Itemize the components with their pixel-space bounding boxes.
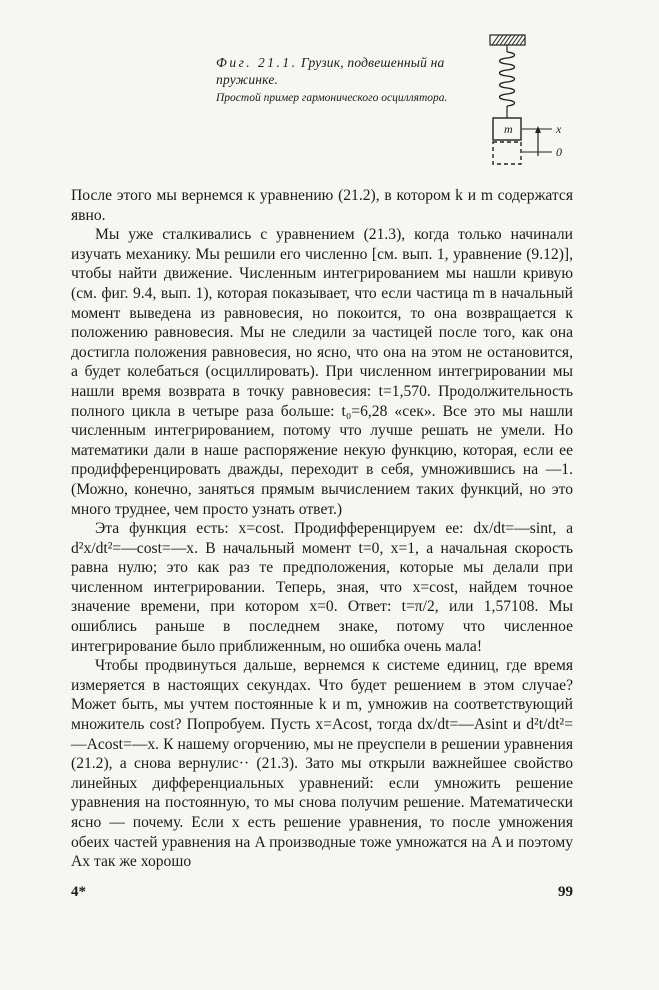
caption-subtitle: Простой пример гармонического осциллятора. [216,92,448,104]
signature-mark: 4* [71,884,86,900]
caption-title [216,54,456,88]
spring-coil [500,52,515,106]
body-text [71,186,573,872]
page-number: 99 [558,884,573,900]
paragraph-4: Чтобы продвинуться дальше, вернемся к системе единиц, где время измеряется в настоящих секундах. Что будет решением в этом случае? Может быть, мы учтем постоянные k и m, умножив на соответствующий множитель cost? Попробуем. Пусть x=Acost, тогда dx/dt=—Asint и d²t/dt²=—Acost=—x. К нашему огорчению, мы не преуспели в решении уравнения (21.2), а снова вернулис·· (21.3). Зато мы открыли важнейшее свойство линейных дифференциальных уравнений: если умножить решение уравнения на постоянную, то мы снова получим решение. Математически ясно — почему. Если x есть решение уравнения, то после умножения обеих частей уравнения на A производные тоже умножатся на A и поэтому Ax так же хорошо [71,657,573,871]
page-footer [71,884,573,904]
paragraph-2: Мы уже сталкивались с уравнением (21.3), когда только начинали изучать механику. Мы решили его численно [см. вып. 1, уравнение (9.12)], чтобы найти движение. Численным интегрированием мы нашли кривую (см. фиг. 9.4, вып. 1), которая показывает, что если частица m в начальный момент выведена из равновесия, но покоится, то она возвращается к положению равновесия. Мы не следили за частицей после того, как она достигла положения равновесия, но ясно, что она на этом не остановится, а будет колебаться (осциллировать). При численном интегрировании мы нашли время возврата в точку равновесия: t=1,570. Продолжительность полного цикла в четыре раза больше: t₀=6,28 «сек». Все это мы нашли численным интегрированием, потому что лучше решать не умели. Но математики дали в наше распоряжение некую функцию, которая, если ее продифференцировать дважды, переходит в себя, умножившись на —1. (Можно, конечно, заняться прямым вычислением таких функций, но это много труднее, чем просто узнать ответ.) [71,226,573,518]
paragraph-1: После этого мы вернемся к уравнению (21.2), в котором k и m содержатся явно. [71,187,573,224]
equilibrium-box-dashed [493,142,521,164]
axis-label-origin: 0 [556,145,562,159]
paragraph-3: Эта функция есть: x=cost. Продифференцируем ее: dx/dt=—sint, а d²x/dt²=—cost=—x. В начальный момент t=0, x=1, а начальная скорость равна нулю; это как раз те предположения, которые мы делали при численном интегрировании. Теперь, зная, что x=cost, найдем точное значение времени, при котором x=0. Ответ: t=π/2, или 1,57108. Мы ошиблись раньше в последнем знаке, потому что численное интегрирование было приближенным, но ошибка очень мала! [71,520,573,655]
figure-caption [216,54,456,106]
caption-lead: Фиг. 21.1. [216,55,298,70]
caption-title-text: Грузик, подвешенный на пружинке. [216,55,445,87]
spring-oscillator-figure [484,32,574,167]
weight-label: m [504,122,513,136]
axis-label-x: x [556,122,562,136]
ceiling-hatching [492,35,525,45]
